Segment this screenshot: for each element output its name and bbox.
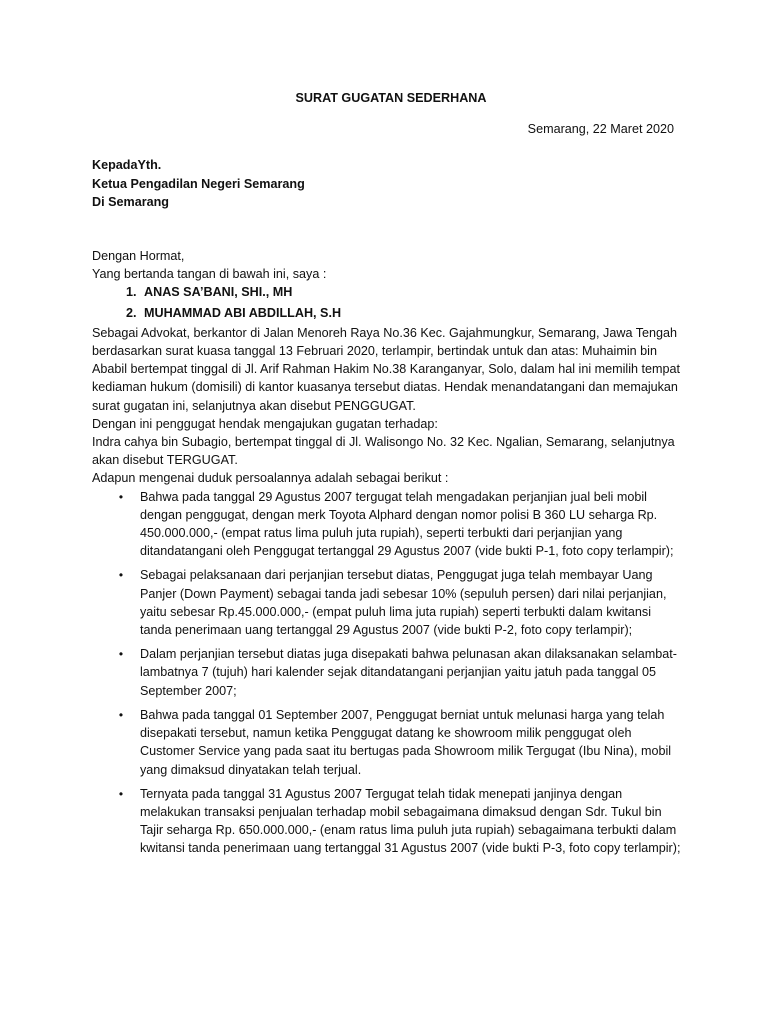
- signatory-item: 2. MUHAMMAD ABI ABDILLAH, S.H: [140, 304, 682, 322]
- recipient-block: [92, 156, 682, 211]
- greeting: Dengan Hormat,: [92, 249, 185, 264]
- defendant-paragraph: Indra cahya bin Subagio, bertempat tinggal di Jl. Walisongo No. 32 Kec. Ngalian, Semarang, selanjutnya akan disebut TERGUGAT.: [92, 435, 675, 468]
- fact-item: [118, 645, 682, 700]
- bullet-icon: •: [118, 647, 124, 662]
- fact-text: Sebagai pelaksanaan dari perjanjian tersebut diatas, Penggugat juga telah membayar Uang Panjer (Down Payment) sebagai tanda jadi sebesar 10% (sepuluh persen) dari nilai perjanjian, yaitu sebesar Rp.45.000.000,- (empat puluh lima juta rupiah) seperti terbukti dalam kwitansi tanda penerimaan uang tertanggal 29 Agustus 2007 (vide bukti P-2, foto copy terlampir);: [140, 568, 667, 638]
- recipient-name: Ketua Pengadilan Negeri Semarang: [92, 176, 305, 191]
- place-date: Semarang, 22 Maret 2020: [527, 122, 674, 137]
- advocate-paragraph: Sebagai Advokat, berkantor di Jalan Menoreh Raya No.36 Kec. Gajahmungkur, Semarang, Jawa Tengah berdasarkan surat kuasa tanggal 13 Februari 2020, terlampir, bertindak untuk dan atas: Muhaimin bin Ababil bertempat tinggal di Jl. Arif Rahman Hakim No.38 Karanganyar, Solo, dalam hal ini memilih tempat kediaman hukum (domisili) di kantor kuasanya tersebut diatas. Hendak menandatangani dan memajukan surat gugatan ini, selanjutnya akan disebut PENGGUGAT.: [92, 325, 681, 413]
- fact-item: [118, 566, 682, 639]
- intro-line: Yang bertanda tangan di bawah ini, saya :: [92, 267, 327, 282]
- fact-text: Ternyata pada tanggal 31 Agustus 2007 Tergugat telah tidak menepati janjinya dengan melakukan transaksi penjualan terhadap mobil sebagaimana dimaksud dengan Sdr. Tukul bin Tajir seharga Rp. 650.000.000,- (enam ratus lima puluh juta rupiah) sebagaimana terbukti dalam kwitansi tanda penerimaan uang tertanggal 31 Agustus 2007 (vide bukti P-3, foto copy terlampir);: [140, 786, 681, 856]
- fact-item: [118, 706, 682, 779]
- recipient-location: Di Semarang: [92, 194, 169, 209]
- facts-intro: Adapun mengenai duduk persoalannya adalah sebagai berikut :: [92, 471, 449, 486]
- letter-body: [92, 89, 682, 864]
- bullet-icon: •: [118, 568, 124, 583]
- bullet-icon: •: [118, 786, 124, 801]
- fact-text: Dalam perjanjian tersebut diatas juga disepakati bahwa pelunasan akan dilaksanakan selambat-lambatnya 7 (tujuh) hari kalender sejak ditandatangani perjanjian yaitu jatuh pada tanggal 05 September 2007;: [140, 647, 677, 698]
- recipient-salutation: KepadaYth.: [92, 158, 162, 173]
- bullet-icon: •: [118, 489, 124, 504]
- claim-against-line: Dengan ini penggugat hendak mengajukan gugatan terhadap:: [92, 416, 438, 431]
- document-title: SURAT GUGATAN SEDERHANA: [295, 91, 487, 105]
- fact-text: Bahwa pada tanggal 29 Agustus 2007 tergugat telah mengadakan perjanjian jual beli mobil dengan penggugat, dengan merk Toyota Alphard dengan nomor polisi B 360 LU seharga Rp. 450.000.000,- (empat ratus lima puluh juta rupiah), seperti terbukti dari perjanjian yang ditandatangani oleh Penggugat tertanggal 29 Agustus 2007 (vide bukti P-1, foto copy terlampir);: [140, 489, 674, 559]
- fact-item: [118, 785, 682, 858]
- bullet-icon: •: [118, 707, 124, 722]
- signatory-item: 1. ANAS SA’BANI, SHI., MH: [140, 283, 682, 301]
- facts-list: [92, 488, 682, 858]
- signatory-list: [92, 283, 682, 321]
- fact-item: [118, 488, 682, 561]
- fact-text: Bahwa pada tanggal 01 September 2007, Penggugat berniat untuk melunasi harga yang telah disepakati tersebut, namun ketika Penggugat datang ke showroom milik penggugat oleh Customer Service yang pada saat itu bertugas pada Showroom milik Tergugat (Ibu Nina), mobil yang dimaksud dinyatakan telah terjual.: [140, 707, 672, 777]
